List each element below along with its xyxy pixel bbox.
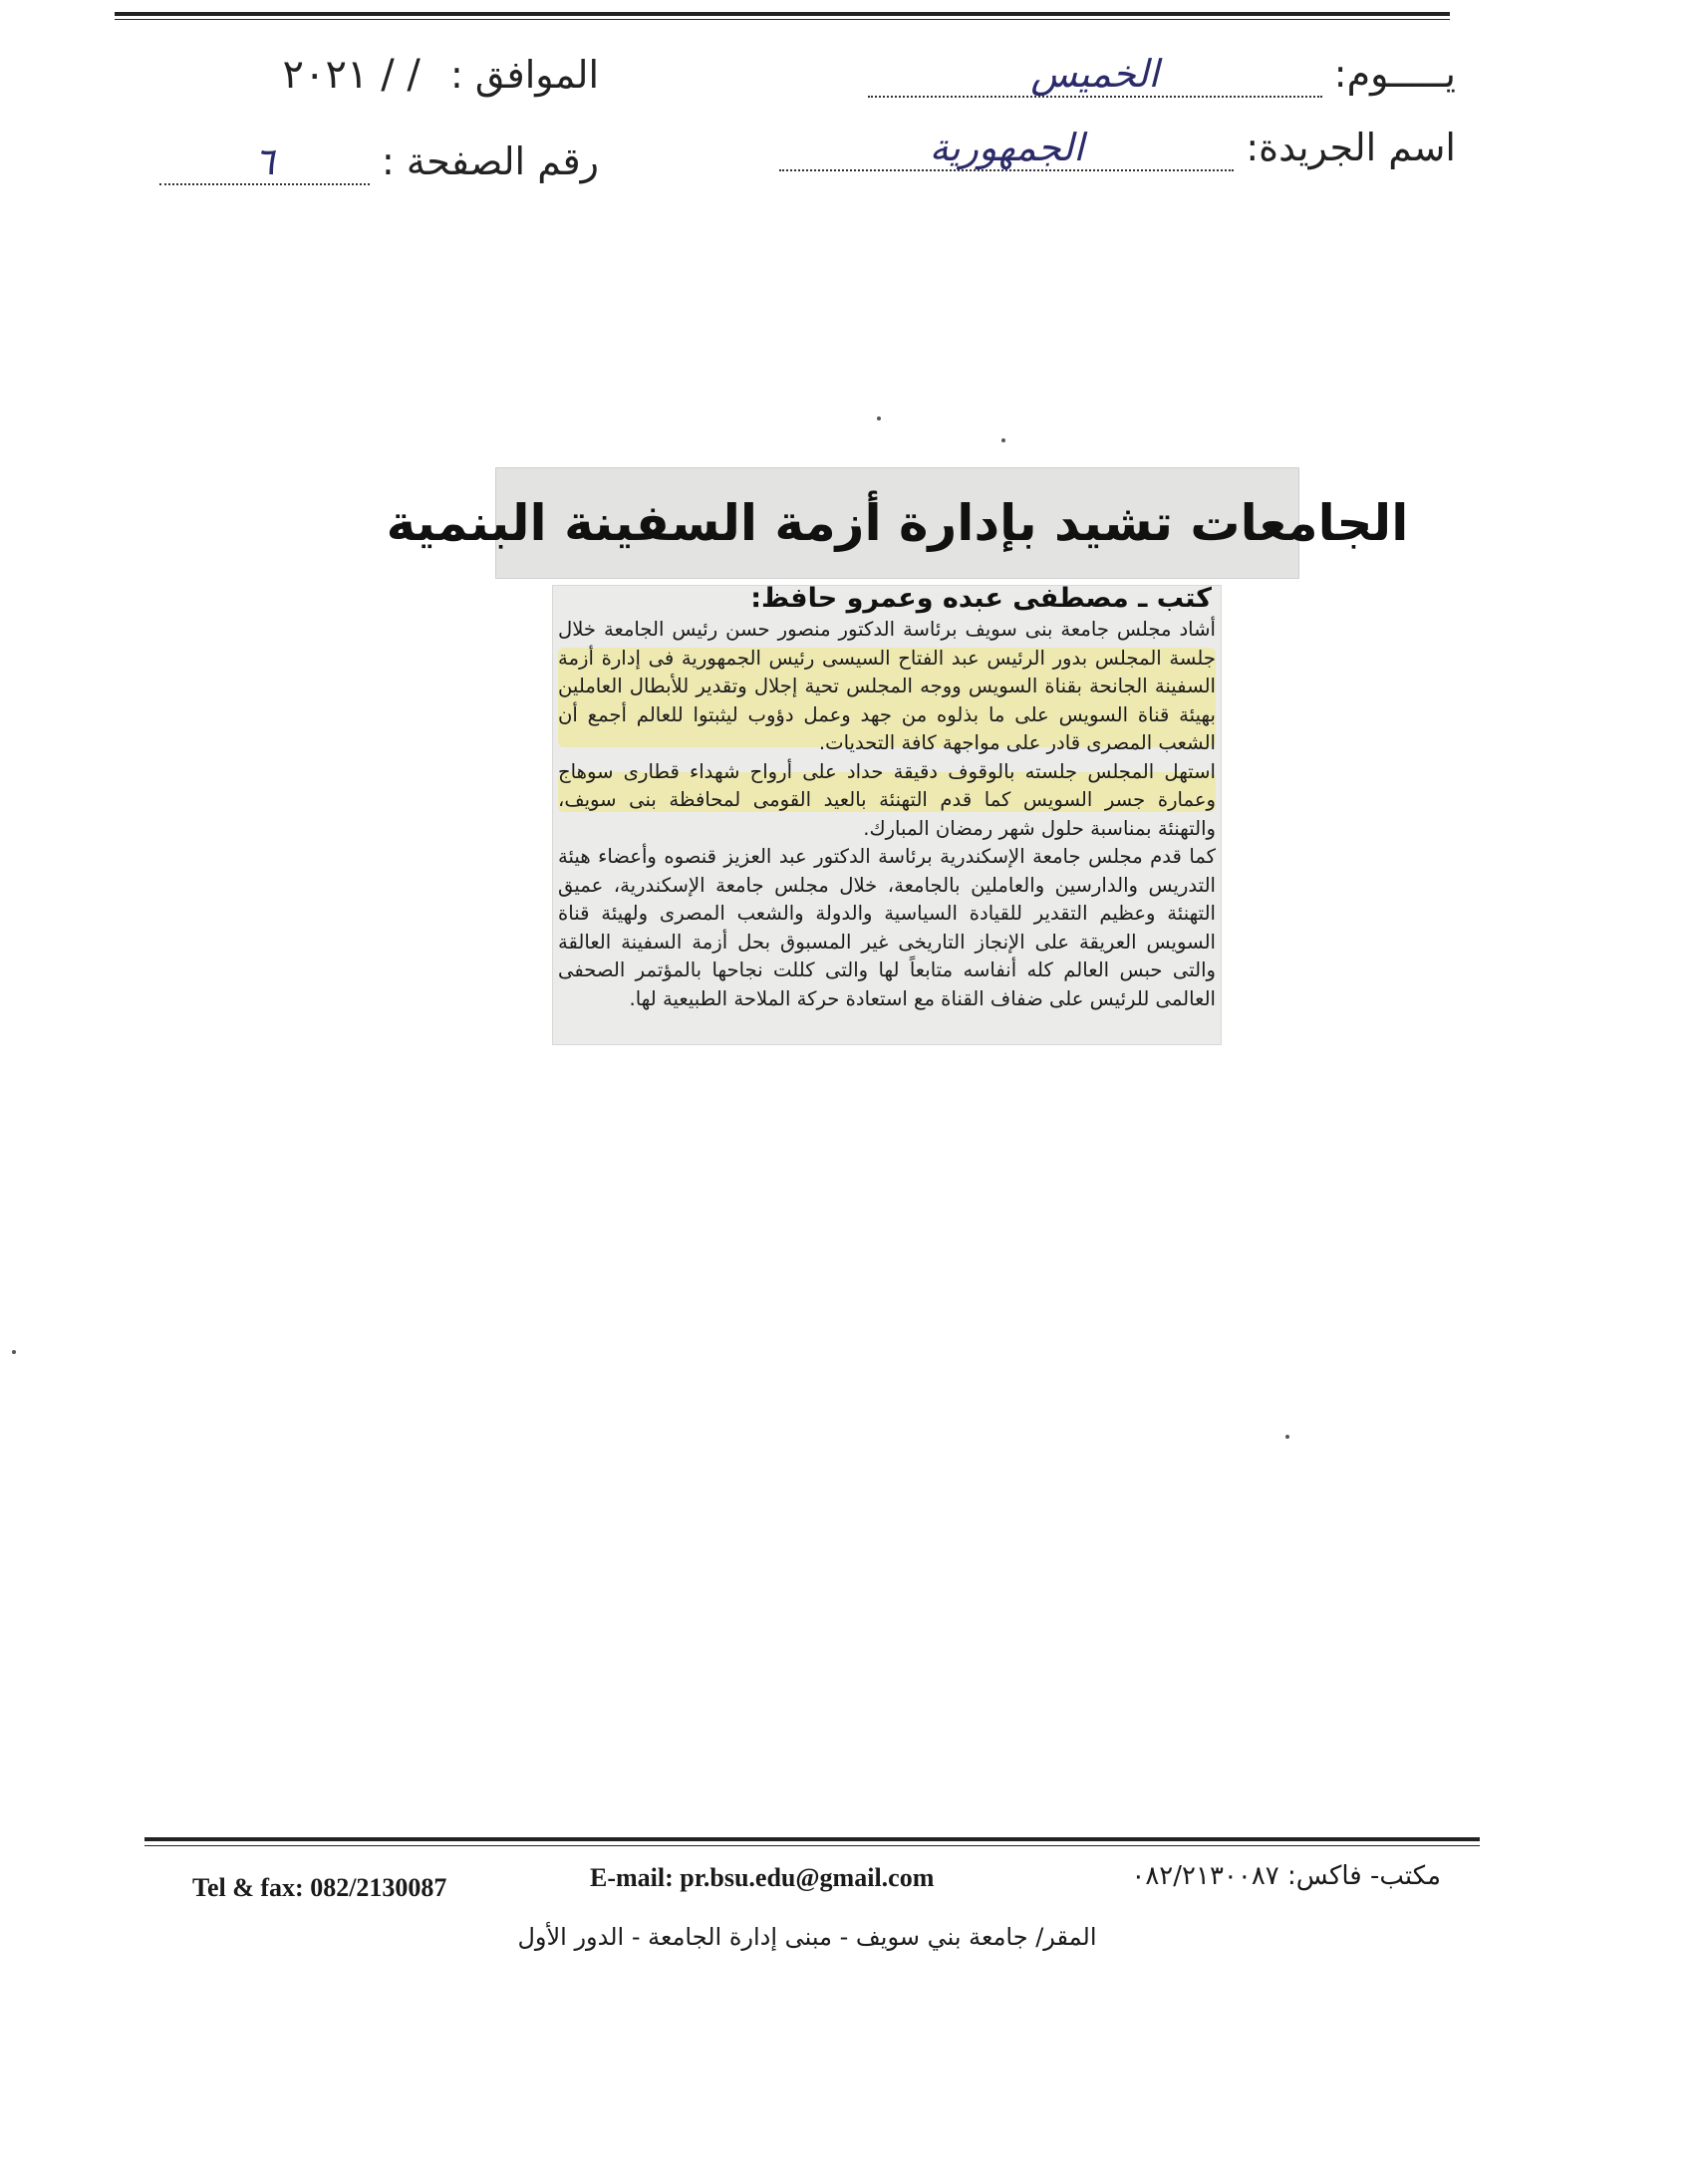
headline-box [386,468,1409,578]
newspaper-field [779,126,1456,171]
top-rule-thin [115,19,1450,20]
date-label: الموافق : [449,53,599,97]
scan-speck [12,1350,16,1354]
footer-address: المقر/ جامعة بني سويف - مبنى إدارة الجامعة - الدور الأول [517,1923,1097,1951]
footer-email: E-mail: pr.bsu.edu@gmail.com [590,1863,935,1892]
footer-rule [144,1837,1480,1841]
scan-speck [1285,1435,1289,1439]
newspaper-value: الجمهورية [779,126,1234,171]
footer-tel-fax: Tel & fax: 082/2130087 [192,1873,447,1902]
page-number-field [159,139,599,185]
newspaper-label: اسم الجريدة: [1246,126,1456,169]
day-value: الخميس [868,52,1322,98]
article-body [558,616,1216,1013]
scan-speck [1001,438,1005,442]
day-label: يـــــوم: [1333,52,1456,96]
footer-office-fax: مكتب- فاكس: ٠٨٢/٢١٣٠٠٨٧ [1131,1861,1441,1891]
date-value: / / ٢٠٢١ [282,52,421,98]
scan-speck [877,416,881,420]
article-byline: كتب ـ مصطفى عبده وعمرو حافظ: [750,583,1212,614]
article-paragraph: أشاد مجلس جامعة بنى سويف برئاسة الدكتور منصور حسن رئيس الجامعة خلال جلسة المجلس بدور الرئيس عبد الفتاح السيسى رئيس الجمهورية فى إدارة أزمة السفينة الجانحة بقناة السويس ووجه المجلس تحية إجلال وتقدير للأبطال العاملين بهيئة قناة السويس على ما بذلوه من جهد وعمل دؤوب ليثبتوا للعالم أجمع أن الشعب المصرى قادر على مواجهة كافة التحديات. [558,618,1216,754]
page-number-label: رقم الصفحة : [382,139,599,183]
top-rule [115,12,1450,16]
article-headline: الجامعات تشيد بإدارة أزمة السفينة البنمية [386,494,1409,552]
footer-rule-thin [144,1845,1480,1846]
article-paragraph: استهل المجلس جلسته بالوقوف دقيقة حداد على أرواح شهداء قطارى سوهاج وعمارة جسر السويس كما قدم التهنئة بالعيد القومى لمحافظة بنى سويف، والتهنئة بمناسبة حلول شهر رمضان المبارك. [558,759,1216,840]
article-paragraph: كما قدم مجلس جامعة الإسكندرية برئاسة الدكتور عبد العزيز قنصوه وأعضاء هيئة التدريس والدارسين والعاملين بالجامعة، خلال مجلس جامعة الإسكندرية، عميق التهنئة وعظيم التقدير للقيادة السياسية والدولة والشعب المصرى ولهيئة قناة السويس العريقة على الإنجاز التاريخى غير المسبوق بحل أزمة السفينة العالقة والتى حبس العالم كله أنفاسه متابعاً لها والتى كللت نجاحها بالمؤتمر الصحفى العالمى للرئيس على ضفاف القناة مع استعادة حركة الملاحة الطبيعية لها. [558,845,1216,1010]
day-field [868,52,1456,98]
date-field [283,52,599,98]
page-number-value: ٦ [159,139,370,185]
